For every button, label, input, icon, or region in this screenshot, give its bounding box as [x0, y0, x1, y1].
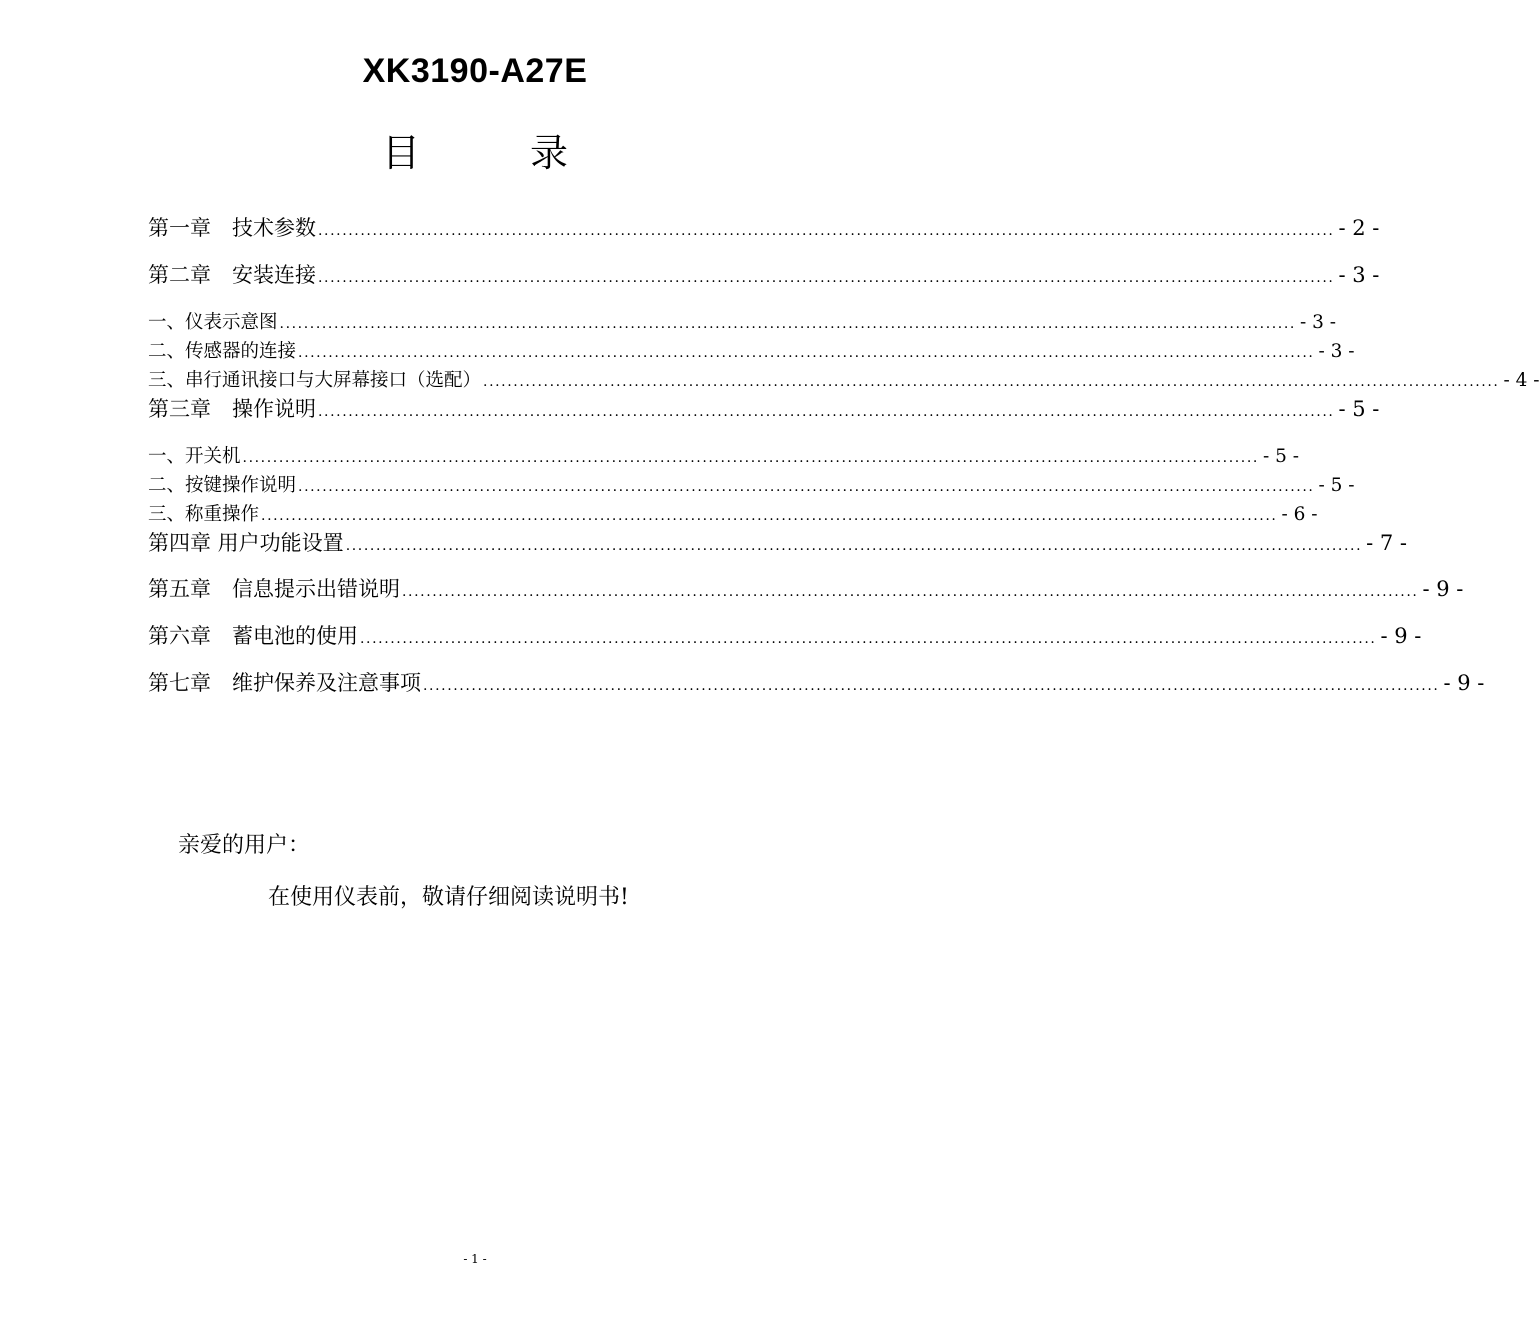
toc-entry-label: 第四章 用户功能设置 [148, 531, 344, 555]
toc-heading [0, 122, 950, 177]
toc-dot-leader: ........................................................................................................................................................................ [483, 374, 1500, 390]
toc-entry-label: 二、按键操作说明 [148, 475, 297, 496]
toc-entry-label: 一、仪表示意图 [148, 312, 278, 333]
toc-entry-page: - 3 - [1338, 263, 1380, 287]
toc-entry[interactable] [148, 442, 1299, 468]
page-number: - 1 - [463, 1252, 487, 1266]
toc-entry-label: 第七章 维护保养及注意事项 [148, 671, 421, 695]
toc-entry[interactable] [148, 471, 1355, 497]
toc-entry-page: - 5 - [1338, 397, 1380, 421]
toc-dot-leader: ........................................................................................................................................................................ [298, 479, 1315, 495]
toc-dot-leader: ........................................................................................................................................................................ [360, 631, 1377, 647]
toc-dot-leader: ........................................................................................................................................................................ [402, 584, 1419, 600]
toc-entry[interactable] [148, 620, 1422, 650]
document-title: XK3190-A27E [362, 52, 588, 90]
toc-dot-leader: ........................................................................................................................................................................ [261, 508, 1278, 524]
toc-entry-label: 第六章 蓄电池的使用 [148, 624, 358, 648]
toc-dot-leader: ........................................................................................................................................................................ [242, 450, 1259, 466]
toc-dot-leader: ........................................................................................................................................................................ [318, 270, 1335, 286]
toc-entry[interactable] [148, 366, 1540, 392]
toc-entry-label: 二、传感器的连接 [148, 341, 297, 362]
toc-entry-page: - 5 - [1262, 446, 1299, 467]
toc-dot-leader: ........................................................................................................................................................................ [279, 316, 1296, 332]
toc-entry[interactable] [148, 212, 1380, 242]
toc-entry-page: - 5 - [1318, 475, 1355, 496]
greeting-text: 亲爱的用户： [178, 833, 311, 858]
toc-entry-page: - 3 - [1318, 341, 1355, 362]
toc-entry-label: 第五章 信息提示出错说明 [148, 577, 400, 601]
toc-dot-leader: ........................................................................................................................................................................ [298, 345, 1315, 361]
toc-entry[interactable] [148, 667, 1485, 697]
toc-dot-leader: ........................................................................................................................................................................ [423, 678, 1440, 694]
toc-entry-page: - 7 - [1366, 531, 1408, 555]
toc-dot-leader: ........................................................................................................................................................................ [318, 404, 1335, 420]
toc-entry[interactable] [148, 337, 1355, 363]
toc-entry-label: 一、开关机 [148, 446, 241, 467]
toc-entry[interactable] [148, 308, 1336, 334]
toc-entry-page: - 9 - [1380, 624, 1422, 648]
toc-entry-page: - 6 - [1281, 504, 1318, 525]
toc-entry[interactable] [148, 500, 1318, 526]
toc-heading-right: 录 [530, 131, 569, 175]
toc-entry[interactable] [148, 259, 1380, 289]
toc-dot-leader: ........................................................................................................................................................................ [318, 223, 1335, 239]
toc-entry-page: - 2 - [1338, 216, 1380, 240]
toc-entry-page: - 3 - [1299, 312, 1336, 333]
toc-entry[interactable] [148, 573, 1464, 603]
toc-dot-leader: ........................................................................................................................................................................ [345, 538, 1363, 554]
toc-entry-label: 第一章 技术参数 [148, 216, 316, 240]
toc-entry-page: - 9 - [1422, 577, 1464, 601]
toc-entry-label: 第三章 操作说明 [148, 397, 316, 421]
toc-entry-label: 三、串行通讯接口与大屏幕接口（选配） [148, 370, 482, 391]
toc-entry[interactable] [148, 393, 1380, 423]
toc-entry-page: - 9 - [1443, 671, 1485, 695]
toc-heading-left: 目 [381, 131, 420, 175]
toc-entry-page: - 4 - [1503, 370, 1540, 391]
notice-text: 在使用仪表前，敬请仔细阅读说明书! [268, 885, 629, 910]
toc-entry-label: 第二章 安装连接 [148, 263, 316, 287]
toc-entry-label: 三、称重操作 [148, 504, 260, 525]
toc-entry[interactable] [148, 527, 1408, 557]
